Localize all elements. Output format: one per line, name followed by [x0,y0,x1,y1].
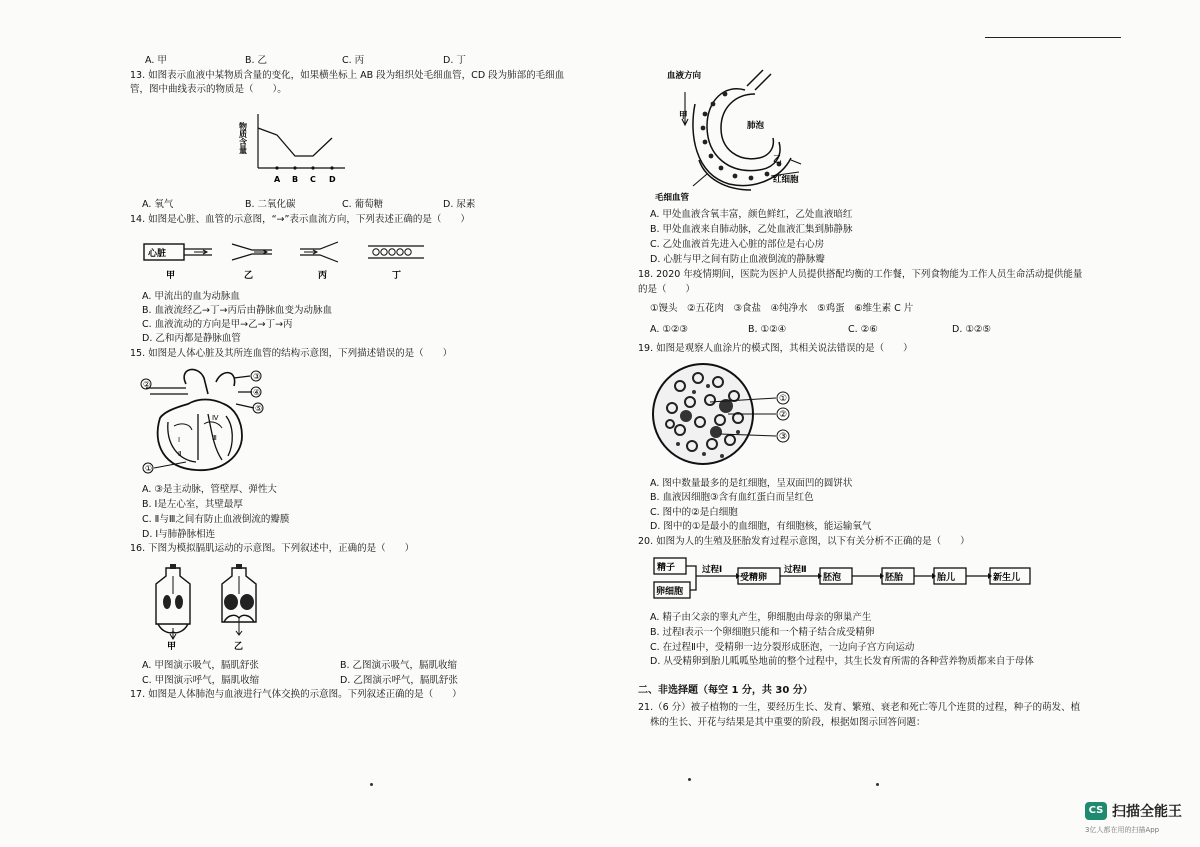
q12-option-b: B. 乙 [245,55,268,66]
q14-label-ding: 丁 [392,271,402,281]
scanner-app-name: 扫描全能王 [1112,804,1182,820]
q16-text: 16. 下图为模拟膈肌运动的示意图。下列叙述中，正确的是（ ） [130,543,415,554]
q19-option-a: A. 图中数量最多的是红细胞，呈双面凹的圆饼状 [650,478,853,489]
q20-embryo: 胚胎 [885,573,904,583]
q19-mark-1: ① [779,394,788,404]
q20-option-d: D. 从受精卵到胎儿呱呱坠地前的整个过程中，其生长发育所需的各种营养物质都来自于母体 [650,656,1034,667]
q15-option-a: A. ③是主动脉，管壁厚、弹性大 [142,484,277,495]
q20-option-a: A. 精子由父亲的睾丸产生，卵细胞由母亲的卵巢产生 [650,612,872,623]
q19-option-b: B. 血液因细胞③含有血红蛋白而呈红色 [650,492,814,503]
q12-option-d: D. 丁 [443,55,466,66]
q15-roman-1: Ⅰ [178,436,181,444]
q16-diaphragm-figure [148,562,278,650]
q14-label-yi: 乙 [244,271,254,281]
q18-food-items: ①馒头 ②五花肉 ③食盐 ④纯净水 ⑤鸡蛋 ⑥维生素 C 片 [650,303,914,314]
q13-tick-c: C [310,175,316,184]
q14-option-a: A. 甲流出的血为动脉血 [142,291,240,302]
q20-text: 20. 如图为人的生殖及胚胎发育过程示意图，以下有关分析不正确的是（ ） [638,536,970,547]
q18-text-line1: 18. 2020 年疫情期间，医院为医护人员提供搭配均衡的工作餐，下列食物能为工作人员生命活动提供能量 [638,269,1083,280]
q20-process-2: 过程Ⅱ [784,565,807,575]
scanner-watermark [1085,800,1193,840]
q17-option-c: C. 乙处血液首先进入心脏的部位是右心房 [650,239,825,250]
q20-sperm: 精子 [657,563,676,573]
q16-option-d: D. 乙图演示呼气，膈肌舒张 [340,675,458,686]
q13-text-line2: 管，图中曲线表示的物质是（ ）。 [130,84,287,95]
q15-option-d: D. Ⅰ与肺静脉相连 [142,529,216,540]
q17-option-d: D. 心脏与甲之间有防止血液倒流的静脉瓣 [650,254,825,265]
q13-tick-b: B [292,175,299,184]
q17-label-jia: 甲 [679,111,688,121]
q15-option-c: C. Ⅱ与Ⅲ之间有防止血液倒流的瓣膜 [142,514,290,525]
q20-zygote: 受精卵 [740,573,768,583]
q13-text-line1: 13. 如图表示血液中某物质含量的变化，如果横坐标上 AB 段为组织处毛细血管，CD 段为肺部的毛细血 [130,70,565,81]
scanner-tagline: 3亿人都在用的扫描App [1085,826,1160,834]
q15-mark-3: ③ [253,372,261,381]
scanner-logo-icon: CS [1085,802,1107,820]
q21-text-line1: 21.（6 分）被子植物的一生，要经历生长、发育、繁殖、衰老和死亡等几个连贯的过程，种子的萌发、植 [638,702,1081,713]
q15-mark-1: ① [145,464,153,473]
q15-roman-4: Ⅳ [212,414,219,422]
q17-alveolus-figure [655,64,815,204]
q18-option-a: A. ①②③ [650,324,688,335]
q19-blood-smear-figure [650,356,800,474]
q15-mark-5: ⑤ [255,404,263,413]
q17-rbc-label: 红细胞 [773,175,799,185]
q17-option-a: A. 甲处血液含氧丰富，颜色鲜红，乙处血液暗红 [650,209,853,220]
q19-mark-3: ③ [779,432,788,442]
q20-fetus: 胎儿 [937,573,956,583]
q19-option-d: D. 图中的①是最小的血细胞，有细胞核，能运输氧气 [650,521,872,532]
section-2-heading: 二、非选择题（每空 1 分，共 30 分） [638,685,813,696]
q13-tick-a: A [274,175,281,184]
q14-text: 14. 如图是心脏、血管的示意图，“→”表示血流方向，下列表述正确的是（ ） [130,214,470,225]
q20-development-flow [650,554,1080,604]
q13-option-b: B. 二氧化碳 [245,199,296,210]
q16-label-yi: 乙 [234,642,244,652]
q12-option-c: C. 丙 [342,55,365,66]
q17-flow-label: 血液方向 [667,71,702,81]
q20-option-b: B. 过程Ⅰ表示一个卵细胞只能和一个精子结合成受精卵 [650,627,875,638]
q19-text: 19. 如图是观察人血涂片的模式图，其相关说法错误的是（ ） [638,343,913,354]
q13-option-d: D. 尿素 [443,199,476,210]
q16-option-a: A. 甲图演示吸气，膈肌舒张 [142,660,259,671]
q21-text-line2: 株的生长、开花与结果是其中重要的阶段，根据如图示回答问题： [650,717,926,728]
q14-option-d: D. 乙和丙都是静脉血管 [142,333,241,344]
q15-text: 15. 如图是人体心脏及其所连血管的结构示意图，下列描述错误的是（ ） [130,348,453,359]
q15-mark-4: ④ [253,388,261,397]
q13-ylabel-1: 物质含量 [238,122,248,154]
q13-tick-d: D [329,175,336,184]
q18-option-b: B. ①②④ [748,324,787,335]
scan-dot [370,783,373,786]
q18-text-line2: 的是（ ） [638,284,696,295]
q20-blastocyst: 胚泡 [823,573,842,583]
q13-option-c: C. 葡萄糖 [342,199,384,210]
q17-option-b: B. 甲处血液来自肺动脉，乙处血液汇集到肺静脉 [650,224,853,235]
q19-option-c: C. 图中的②是白细胞 [650,507,738,518]
q19-mark-2: ② [779,410,788,420]
q17-alveolus-label: 肺泡 [747,121,765,131]
header-rule [985,37,1121,38]
q14-option-c: C. 血液流动的方向是甲→乙→丁→丙 [142,319,293,330]
q14-vessel-figure [140,238,440,282]
q17-label-yi: 乙 [773,155,782,165]
q20-option-c: C. 在过程Ⅱ中，受精卵一边分裂形成胚泡，一边向子宫方向运动 [650,642,915,653]
q15-mark-2: ② [143,380,151,389]
q20-process-1: 过程Ⅰ [702,565,723,575]
q18-option-d: D. ①②⑤ [952,324,991,335]
q14-label-jia: 甲 [166,271,176,281]
q15-heart-figure [138,364,278,476]
q18-option-c: C. ②⑥ [848,324,878,335]
q16-label-jia: 甲 [167,642,177,652]
q12-option-a: A. 甲 [145,55,167,66]
q15-option-b: B. Ⅰ是左心室，其壁最厚 [142,499,243,510]
q14-label-bing: 丙 [318,271,328,281]
q16-option-b: B. 乙图演示吸气，膈肌收缩 [340,660,458,671]
q13-curve-figure [240,108,350,188]
q20-egg: 卵细胞 [656,587,684,597]
q17-capillary-label: 毛细血管 [655,193,690,203]
scan-dot [876,783,879,786]
q15-roman-2: Ⅱ [178,450,182,458]
scan-dot [688,778,691,781]
q14-option-b: B. 血液流经乙→丁→丙后由静脉血变为动脉血 [142,305,332,316]
q14-heart-label: 心脏 [148,249,167,259]
q17-text: 17. 如图是人体肺泡与血液进行气体交换的示意图。下列叙述正确的是（ ） [130,689,462,700]
q20-newborn: 新生儿 [993,573,1021,583]
q13-option-a: A. 氧气 [142,199,174,210]
q15-roman-3: Ⅲ [212,434,217,442]
q16-option-c: C. 甲图演示呼气，膈肌收缩 [142,675,260,686]
